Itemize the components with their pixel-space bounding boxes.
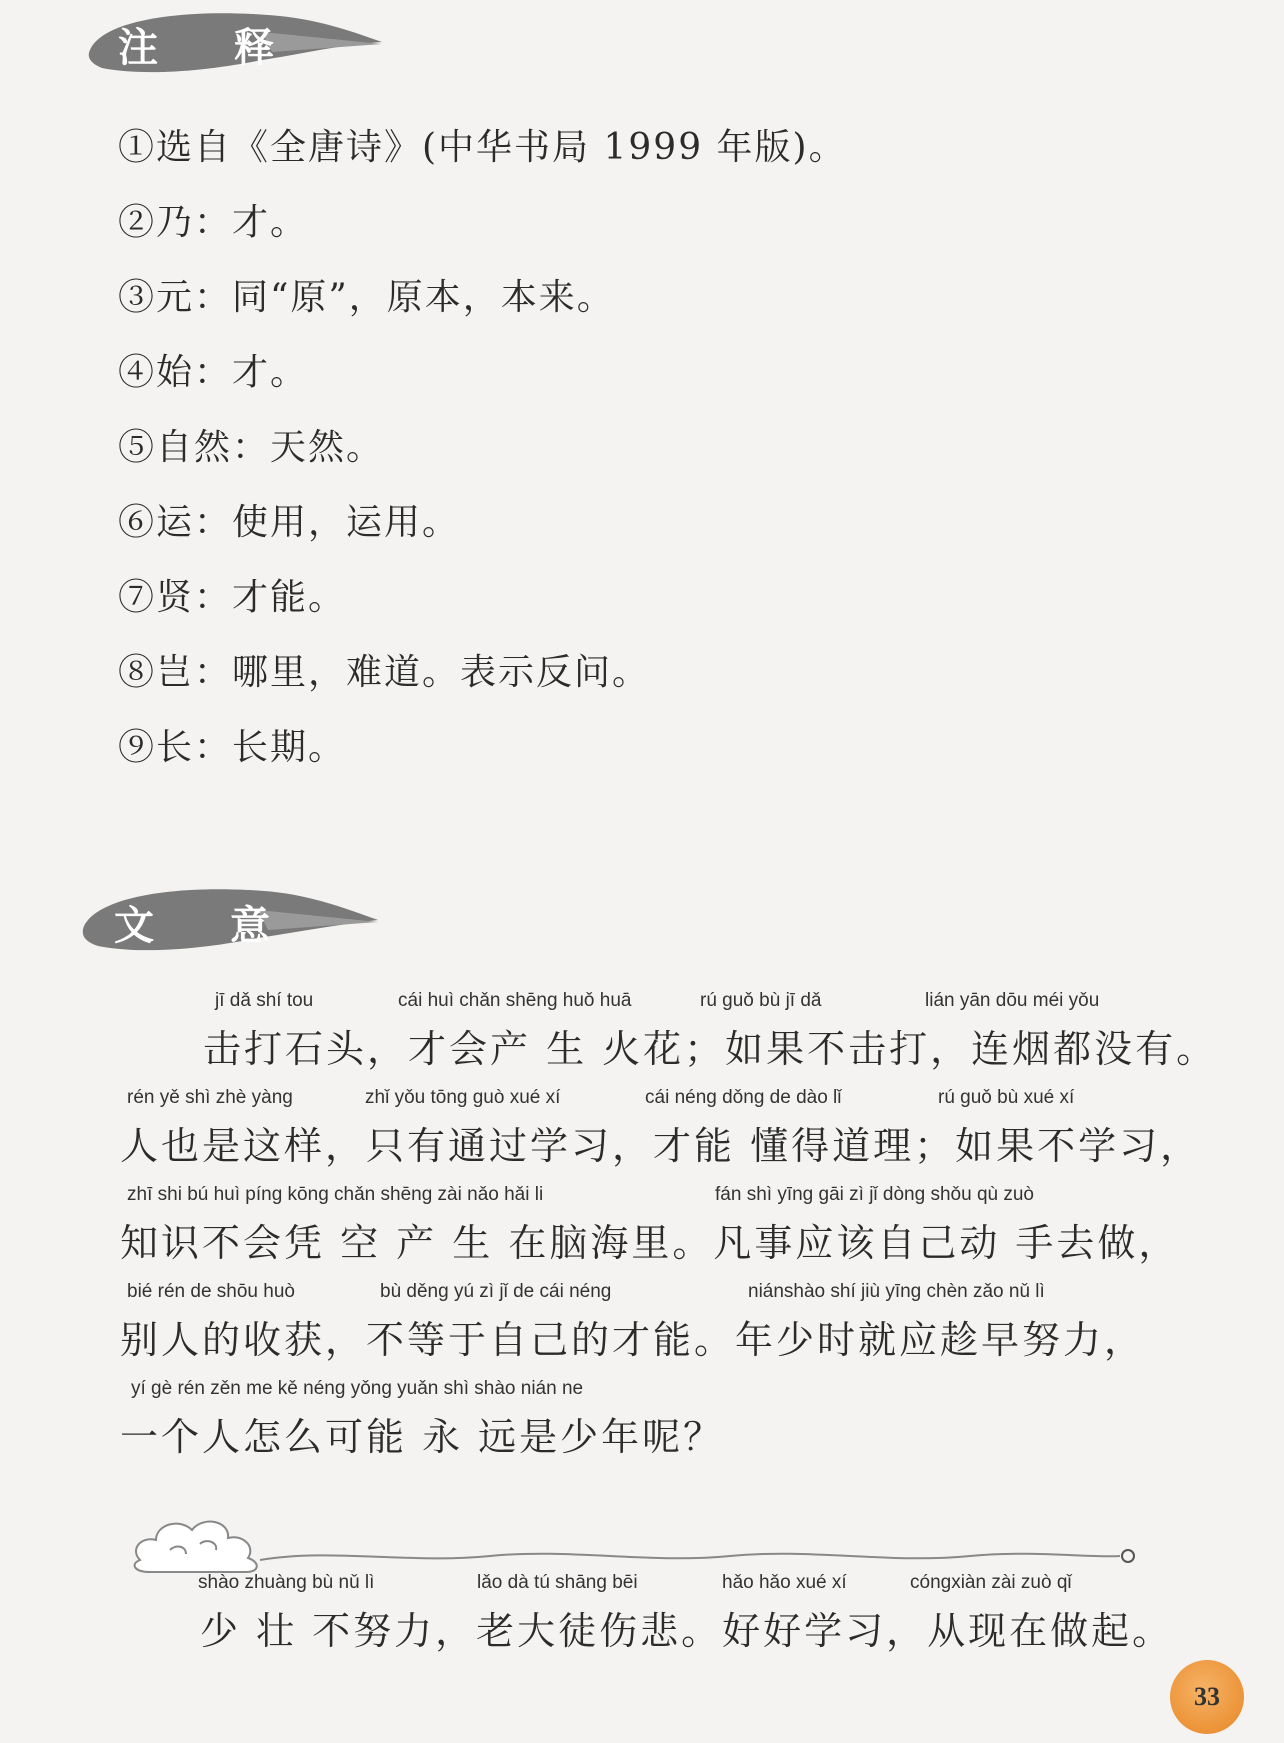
meaning-heading-banner [78, 880, 378, 960]
pinyin: rú guǒ bù xué xí [938, 1087, 1075, 1108]
note-item: ⑥运：使用，运用。 [118, 502, 461, 543]
pinyin: rén yě shì zhè yàng [127, 1087, 293, 1108]
meaning-line [0, 1087, 1284, 1187]
note-item: ⑧岂：哪里，难道。表示反问。 [118, 652, 651, 693]
note-item: ⑦贤：才能。 [118, 577, 347, 618]
pinyin: hǎo hǎo xué xí [722, 1572, 847, 1593]
cloud-divider-icon [110, 1500, 1170, 1580]
pinyin: cóngxiàn zài zuò qǐ [910, 1572, 1072, 1593]
pinyin: cái néng dǒng de dào lǐ [645, 1087, 842, 1108]
motto-line [0, 1572, 1284, 1672]
pinyin: lǎo dà tú shāng bēi [477, 1572, 638, 1593]
notes-list [118, 110, 847, 785]
meaning-text: 知识不会凭 空 产 生 在脑海里。凡事应该自己动 手去做， [120, 1221, 1180, 1265]
meaning-text: 别人的收获，不等于自己的才能。年少时就应趁早努力， [120, 1318, 1146, 1362]
notes-heading: 注 释 [118, 24, 292, 71]
note-item: ①选自《全唐诗》(中华书局 1999 年版)。 [118, 127, 847, 168]
pinyin: fán shì yīng gāi zì jǐ dòng shǒu qù zuò [715, 1184, 1034, 1205]
pinyin: bù děng yú zì jǐ de cái néng [380, 1281, 612, 1302]
pinyin: bié rén de shōu huò [127, 1281, 295, 1302]
motto-text: 少 壮 不努力，老大徒伤悲。好好学习，从现在做起。 [200, 1609, 1174, 1653]
note-item: ④始：才。 [118, 352, 309, 393]
meaning-line [0, 1378, 1284, 1478]
notes-heading-banner [82, 2, 382, 82]
note-item: ②乃：才。 [118, 202, 309, 243]
note-item: ③元：同“原”，原本，本来。 [118, 277, 615, 318]
meaning-text: 击打石头，才会产 生 火花；如果不击打，连烟都没有。 [203, 1027, 1218, 1071]
meaning-line [0, 1184, 1284, 1284]
pinyin: lián yān dōu méi yǒu [925, 990, 1100, 1011]
pinyin: zhǐ yǒu tōng guò xué xí [365, 1087, 561, 1108]
pinyin: jī dǎ shí tou [215, 990, 314, 1011]
pinyin: yí gè rén zěn me kě néng yǒng yuǎn shì shào nián ne [131, 1378, 584, 1399]
pinyin: niánshào shí jiù yīng chèn zǎo nǔ lì [748, 1281, 1045, 1302]
meaning-text: 人也是这样，只有通过学习，才能 懂得道理；如果不学习， [120, 1124, 1202, 1168]
note-item: ⑨长：长期。 [118, 727, 347, 768]
pinyin: cái huì chǎn shēng huǒ huā [398, 990, 632, 1011]
meaning-line [0, 990, 1284, 1090]
meaning-text: 一个人怎么可能 永 远是少年呢？ [120, 1415, 725, 1459]
pinyin: shào zhuàng bù nǔ lì [198, 1572, 375, 1593]
pinyin: zhī shi bú huì píng kōng chǎn shēng zài nǎo hǎi li [127, 1184, 544, 1205]
meaning-heading: 文 意 [114, 902, 288, 949]
meaning-line [0, 1281, 1284, 1381]
pinyin: rú guǒ bù jī dǎ [700, 990, 822, 1011]
note-item: ⑤自然：天然。 [118, 427, 385, 468]
page-number: 33 [1170, 1660, 1244, 1734]
